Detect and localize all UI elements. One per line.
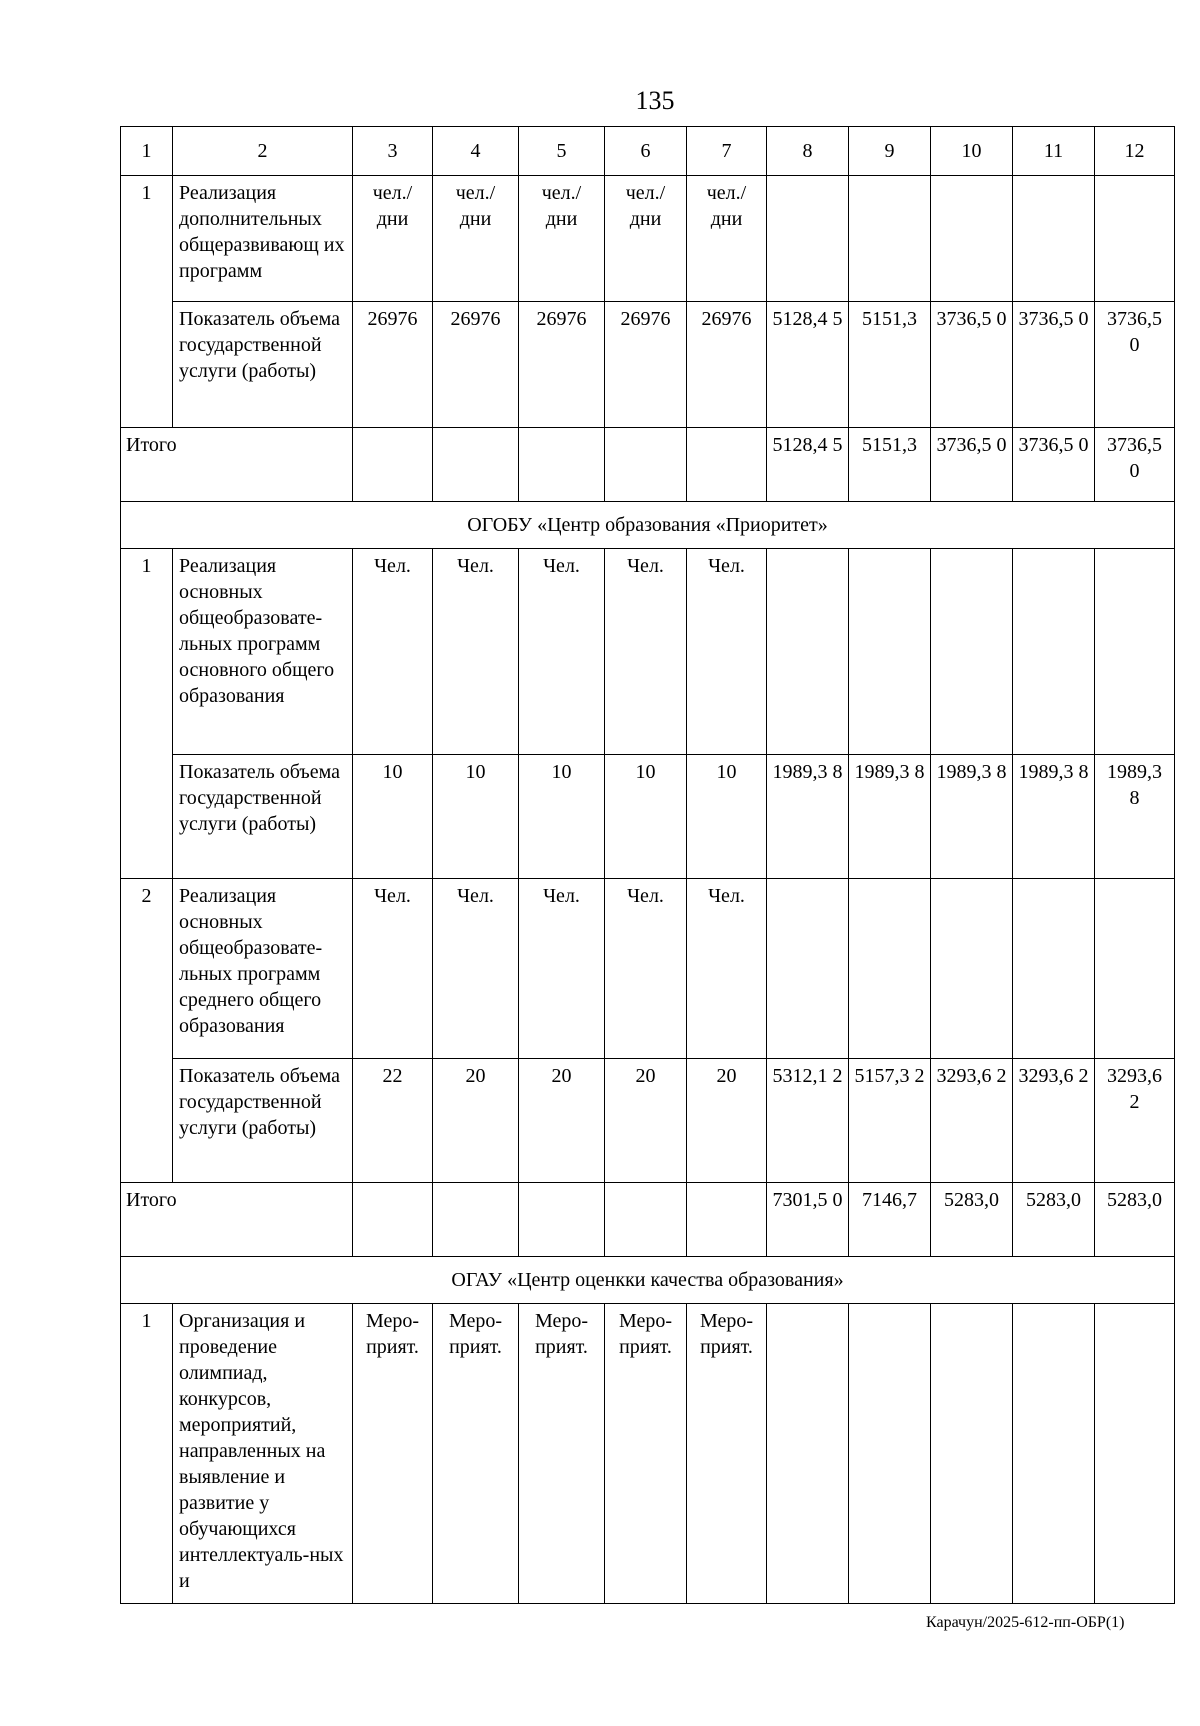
cell (519, 428, 605, 502)
cell (1095, 879, 1175, 1059)
cell (1013, 176, 1095, 302)
cell: 3293,6 2 (931, 1059, 1013, 1183)
column-header: 5 (519, 127, 605, 176)
cell (433, 428, 519, 502)
cell (767, 1304, 849, 1604)
cell: 20 (519, 1059, 605, 1183)
section-row (121, 502, 1175, 549)
row-name: Реализация дополнительных общеразвивающ их программ (173, 176, 353, 302)
table-row (121, 1304, 1175, 1604)
cell (519, 1183, 605, 1257)
cell: 10 (353, 755, 433, 879)
cell: 5283,0 (1013, 1183, 1095, 1257)
cell: 20 (687, 1059, 767, 1183)
cell: 3736,5 0 (931, 428, 1013, 502)
column-header: 7 (687, 127, 767, 176)
cell: 3736,5 0 (1095, 428, 1175, 502)
column-header: 8 (767, 127, 849, 176)
cell (1013, 1304, 1095, 1604)
cell: 26976 (605, 302, 687, 428)
row-number: 1 (121, 176, 173, 428)
cell (687, 1183, 767, 1257)
cell: Чел. (433, 549, 519, 755)
cell: чел./ дни (433, 176, 519, 302)
section-title: ОГАУ «Центр оценкки качества образования» (121, 1257, 1175, 1304)
cell: чел./ дни (353, 176, 433, 302)
column-header: 9 (849, 127, 931, 176)
cell (931, 1304, 1013, 1604)
cell: 3736,5 0 (1013, 302, 1095, 428)
cell: 10 (687, 755, 767, 879)
row-number: 2 (121, 879, 173, 1183)
cell (605, 428, 687, 502)
column-number-row (121, 127, 1175, 176)
cell: 5151,3 (849, 428, 931, 502)
cell: 1989,3 8 (767, 755, 849, 879)
row-number: 1 (121, 1304, 173, 1604)
total-label: Итого (121, 1183, 353, 1257)
cell: Чел. (353, 549, 433, 755)
total-row (121, 428, 1175, 502)
total-row (121, 1183, 1175, 1257)
cell (605, 1183, 687, 1257)
cell: 26976 (433, 302, 519, 428)
cell: 3736,5 0 (931, 302, 1013, 428)
cell: Чел. (605, 879, 687, 1059)
cell: Чел. (519, 879, 605, 1059)
cell: 5128,4 5 (767, 428, 849, 502)
table-row (121, 1059, 1175, 1183)
cell: Чел. (687, 549, 767, 755)
table-row (121, 755, 1175, 879)
cell: 5283,0 (931, 1183, 1013, 1257)
cell (1013, 879, 1095, 1059)
cell: Чел. (353, 879, 433, 1059)
cell: 26976 (353, 302, 433, 428)
page-number: 135 (635, 86, 675, 115)
cell (1013, 549, 1095, 755)
cell: 1989,3 8 (849, 755, 931, 879)
row-name: Организация и проведение олимпиад, конкурсов, мероприятий, направленных на выявление и развитие у обучающихся интеллектуаль-ных и (173, 1304, 353, 1604)
cell: 1989,3 8 (931, 755, 1013, 879)
cell (849, 549, 931, 755)
cell: 26976 (687, 302, 767, 428)
cell (767, 176, 849, 302)
table-row (121, 549, 1175, 755)
cell: чел./ дни (519, 176, 605, 302)
cell: 22 (353, 1059, 433, 1183)
cell: 3293,6 2 (1013, 1059, 1095, 1183)
column-header: 6 (605, 127, 687, 176)
cell: чел./ дни (687, 176, 767, 302)
document-code: Карачун/2025-612-пп-ОБР(1) (926, 1614, 1125, 1631)
cell (433, 1183, 519, 1257)
row-name: Показатель объема государственной услуги (работы) (173, 1059, 353, 1183)
cell (353, 1183, 433, 1257)
cell: Меро-прият. (433, 1304, 519, 1604)
cell: Меро-прият. (353, 1304, 433, 1604)
column-header: 12 (1095, 127, 1175, 176)
cell (353, 428, 433, 502)
row-name: Показатель объема государственной услуги (работы) (173, 755, 353, 879)
cell: 5312,1 2 (767, 1059, 849, 1183)
cell (1095, 176, 1175, 302)
cell (849, 1304, 931, 1604)
cell (849, 176, 931, 302)
cell (931, 879, 1013, 1059)
row-name: Реализация основных общеобразовате-льных программ среднего общего образования (173, 879, 353, 1059)
cell (767, 879, 849, 1059)
section-row (121, 1257, 1175, 1304)
cell: Меро-прият. (687, 1304, 767, 1604)
cell: 3736,5 0 (1095, 302, 1175, 428)
row-name: Реализация основных общеобразовате-льных программ основного общего образования (173, 549, 353, 755)
cell: 5283,0 (1095, 1183, 1175, 1257)
column-header: 4 (433, 127, 519, 176)
cell: 10 (605, 755, 687, 879)
table-row (121, 176, 1175, 302)
cell (1095, 1304, 1175, 1604)
cell (687, 428, 767, 502)
cell: 7301,5 0 (767, 1183, 849, 1257)
cell: Чел. (605, 549, 687, 755)
cell: Чел. (519, 549, 605, 755)
cell: Меро-прият. (519, 1304, 605, 1604)
cell: 1989,3 8 (1095, 755, 1175, 879)
cell: 10 (433, 755, 519, 879)
cell: 5128,4 5 (767, 302, 849, 428)
cell: Чел. (433, 879, 519, 1059)
column-header: 1 (121, 127, 173, 176)
cell: 20 (605, 1059, 687, 1183)
cell: 20 (433, 1059, 519, 1183)
cell (849, 879, 931, 1059)
table-row (121, 879, 1175, 1059)
budget-table (120, 126, 1175, 1604)
cell (931, 549, 1013, 755)
cell: 1989,3 8 (1013, 755, 1095, 879)
cell: 10 (519, 755, 605, 879)
cell: 3736,5 0 (1013, 428, 1095, 502)
column-header: 11 (1013, 127, 1095, 176)
column-header: 10 (931, 127, 1013, 176)
cell: Чел. (687, 879, 767, 1059)
column-header: 2 (173, 127, 353, 176)
cell: 3293,6 2 (1095, 1059, 1175, 1183)
row-number: 1 (121, 549, 173, 879)
cell: 5157,3 2 (849, 1059, 931, 1183)
column-header: 3 (353, 127, 433, 176)
row-name: Показатель объема государственной услуги (работы) (173, 302, 353, 428)
cell: 5151,3 (849, 302, 931, 428)
cell (767, 549, 849, 755)
section-title: ОГОБУ «Центр образования «Приоритет» (121, 502, 1175, 549)
cell (931, 176, 1013, 302)
cell: 26976 (519, 302, 605, 428)
total-label: Итого (121, 428, 353, 502)
cell: Меро-прият. (605, 1304, 687, 1604)
table-row (121, 302, 1175, 428)
cell: чел./ дни (605, 176, 687, 302)
cell: 7146,7 (849, 1183, 931, 1257)
cell (1095, 549, 1175, 755)
